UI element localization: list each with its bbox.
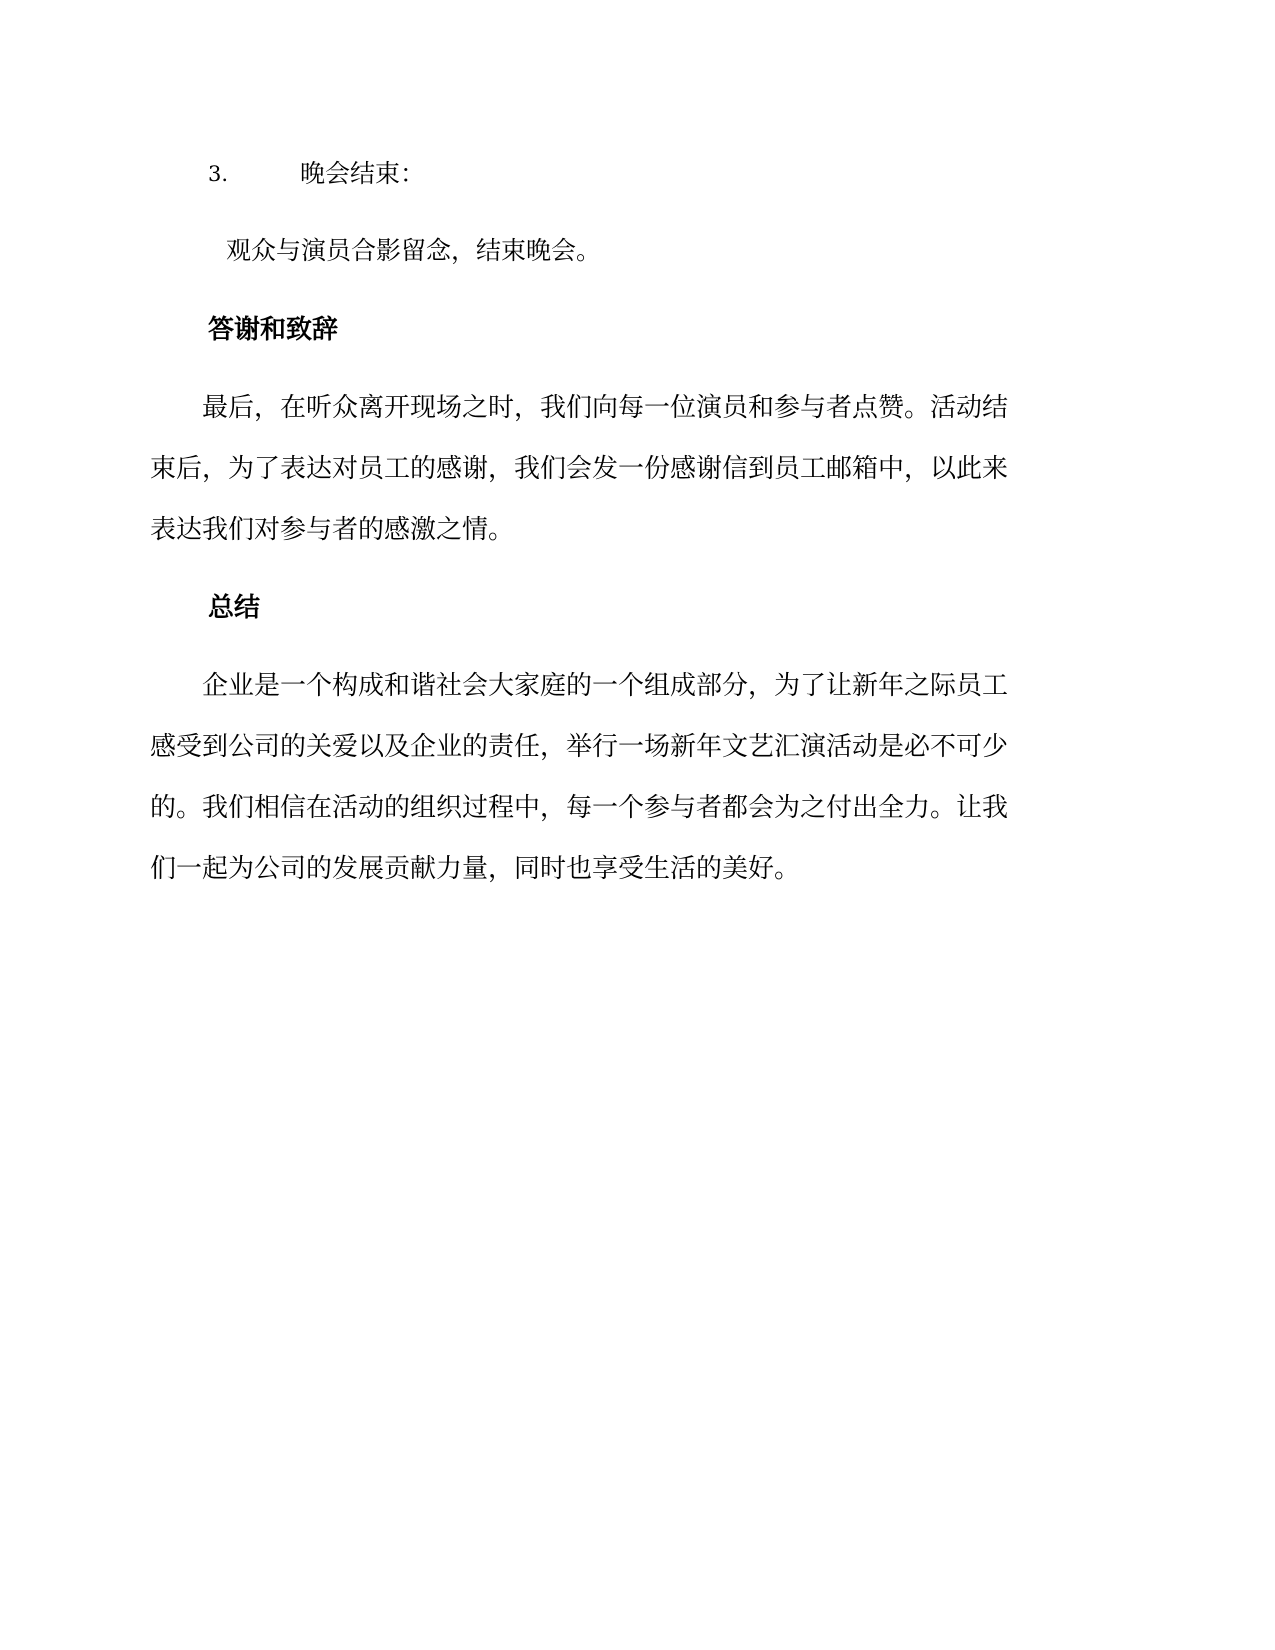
paragraph-line: 的。我们相信在活动的组织过程中，每一个参与者都会为之付出全力。让我	[150, 793, 1009, 823]
list-item-label: 晚会结束：	[300, 159, 426, 188]
paragraph-line: 感受到公司的关爱以及企业的责任，举行一场新年文艺汇演活动是必不可少	[150, 732, 1009, 762]
list-item-description: 观众与演员合影留念，结束晚会。	[226, 236, 602, 265]
paragraph-line: 最后，在听众离开现场之时，我们向每一位演员和参与者点赞。活动结	[150, 393, 1009, 423]
section-heading-thanks: 答谢和致辞	[208, 315, 339, 345]
paragraph-thanks	[150, 378, 1112, 561]
paragraph-line: 们一起为公司的发展贡献力量，同时也享受生活的美好。	[150, 854, 801, 884]
paragraph-line: 束后，为了表达对员工的感谢，我们会发一份感谢信到员工邮箱中，以此来	[150, 454, 1009, 484]
paragraph-summary	[150, 656, 1112, 900]
section-heading-summary: 总结	[208, 593, 261, 623]
paragraph-line: 企业是一个构成和谐社会大家庭的一个组成部分，为了让新年之际员工	[150, 671, 1009, 701]
paragraph-line: 表达我们对参与者的感激之情。	[150, 515, 515, 545]
list-number: 3.	[208, 162, 229, 186]
